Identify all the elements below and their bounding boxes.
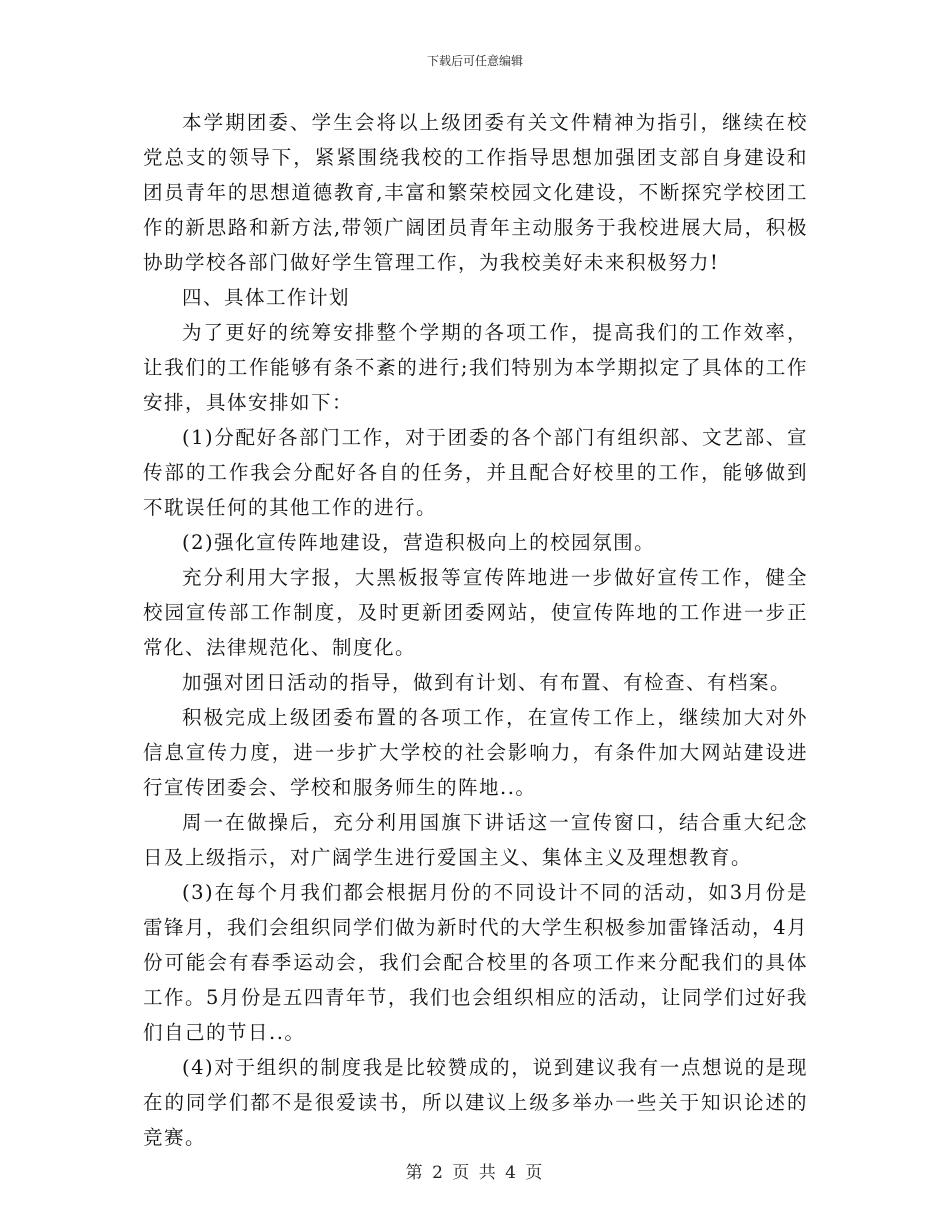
paragraph: (1)分配好各部门工作，对于团委的各个部门有组织部、文艺部、宣传部的工作我会分配好各自的任务，并且配合好校里的工作，能够做到不耽误任何的其他工作的进行。 — [143, 426, 808, 519]
paragraph: 为了更好的统筹安排整个学期的各项工作，提高我们的工作效率，让我们的工作能够有条不紊的进行;我们特别为本学期拟定了具体的工作安排，具体安排如下： — [143, 321, 808, 414]
paragraph: 周一在做操后，充分利用国旗下讲话这一宣传窗口，结合重大纪念日及上级指示，对广阔学生进行爱国主义、集体主义及理想教育。 — [143, 811, 808, 869]
paragraph: (4)对于组织的制度我是比较赞成的，说到建议我有一点想说的是现在的同学们都不是很爱读书，所以建议上级多举办一些关于知识论述的竞赛。 — [143, 1056, 808, 1149]
page-header: 下载后可任意编辑 — [426, 54, 523, 68]
paragraph: (3)在每个月我们都会根据月份的不同设计不同的活动，如3月份是雷锋月，我们会组织同学们做为新时代的大学生积极参加雷锋活动，4月份可能会有春季运动会，我们会配合校里的各项工作来分配我们的具体工作。5月份是五四青年节，我们也会组织相应的活动，让同学们过好我们自己的节日..。 — [143, 881, 808, 1044]
paragraph: 积极完成上级团委布置的各项工作，在宣传工作上，继续加大对外信息宣传力度，进一步扩大学校的社会影响力，有条件加大网站建设进行宣传团委会、学校和服务师生的阵地..。 — [143, 706, 808, 799]
paragraph: 充分利用大字报，大黑板报等宣传阵地进一步做好宣传工作，健全校园宣传部工作制度，及时更新团委网站，使宣传阵地的工作进一步正常化、法律规范化、制度化。 — [143, 566, 808, 659]
paragraph: 加强对团日活动的指导，做到有计划、有布置、有检查、有档案。 — [182, 671, 792, 694]
page-number-footer: 第 2 页 共 4 页 — [405, 1163, 545, 1183]
document-body — [143, 105, 808, 1155]
paragraph: 本学期团委、学生会将以上级团委有关文件精神为指引，继续在校党总支的领导下，紧紧围绕我校的工作指导思想加强团支部自身建设和团员青年的思想道德教育,丰富和繁荣校园文化建设，不断探究学校团工作的新思路和新方法,带领广阔团员青年主动服务于我校进展大局，积极协助学校各部门做好学生管理工作，为我校美好未来积极努力! — [143, 111, 808, 274]
section-heading: 四、具体工作计划 — [182, 286, 351, 309]
paragraph: (2)强化宣传阵地建设，营造积极向上的校园氛围。 — [182, 531, 656, 554]
